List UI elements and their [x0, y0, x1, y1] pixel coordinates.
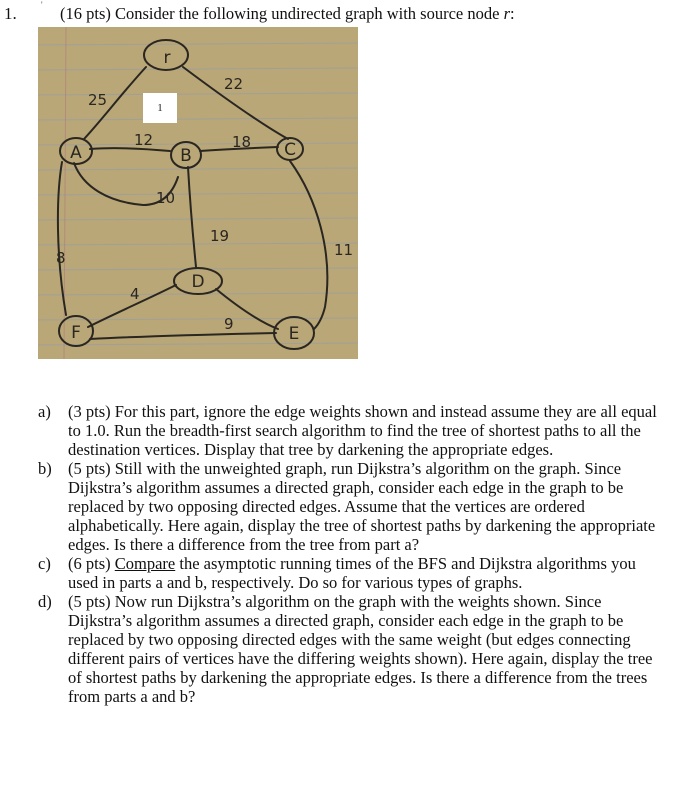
weight-r-c: 22	[224, 75, 244, 93]
part-c-text-2: the asymptotic running times of the BFS and Dijkstra algorithms you used in parts a and b, respectively. Do so for various types of graphs.	[68, 554, 636, 592]
part-b-text: (5 pts) Still with the unweighted graph, run Dijkstra’s algorithm on the graph. Since Dijkstra’s algorithm assumes a directed graph, consider each edge in the graph to be replaced by two opposing directed edges. Assume that the vertices are ordered alphabetically. Here again, display the tree of shortest paths by darkening the appropriate edges. Is there a difference from the tree from part a?	[68, 459, 656, 554]
weight-f-d: 4	[130, 285, 140, 303]
part-d	[38, 592, 668, 706]
node-e: E	[288, 324, 300, 344]
part-c-label: c)	[38, 554, 51, 573]
question-header	[60, 4, 515, 24]
question-colon: :	[510, 4, 515, 23]
question-text: Consider the following undirected graph with source node	[115, 4, 504, 23]
weight-b-d: 19	[210, 227, 230, 245]
tick-mark: '	[41, 0, 43, 10]
part-c-text-1: (6 pts)	[68, 554, 115, 573]
node-d: D	[191, 272, 205, 292]
weight-c-e: 11	[334, 241, 354, 259]
weight-d-e: 9	[224, 315, 234, 333]
edge-a-b	[90, 148, 170, 151]
weight-b-c: 18	[232, 133, 252, 151]
graph-photo	[38, 27, 358, 359]
graph-drawing	[38, 27, 358, 359]
weight-a-b: 12	[134, 131, 154, 149]
part-d-text: (5 pts) Now run Dijkstra’s algorithm on the graph with the weights shown. Since Dijkstra’s algorithm assumes a directed graph, consider each edge in the graph to be replaced by two opposing directed edges with the same weight (but edges connecting different pairs of vertices have the differing weights shown). Here again, display the tree of shortest paths by darkening the appropriate edges. Is there a difference from the trees from parts a and b?	[68, 592, 653, 706]
question-number: 1.	[4, 4, 17, 23]
edge-f-e	[90, 333, 276, 339]
part-b-label: b)	[38, 459, 52, 478]
weight-a-f: 8	[56, 249, 66, 267]
question-points: (16 pts)	[60, 4, 111, 23]
part-a-text: (3 pts) For this part, ignore the edge weights shown and instead assume they are all equal to 1.0. Run the breadth-first search algorithm to find the tree of shortest paths to all the destination vertices. Display that tree by darkening the appropriate edges.	[68, 402, 657, 459]
edge-b-d	[188, 167, 196, 267]
node-c: C	[284, 140, 296, 160]
part-b	[38, 459, 668, 554]
node-f: F	[71, 323, 81, 343]
weight-a-d: 10	[156, 189, 176, 207]
question-parts	[38, 402, 668, 706]
part-a-label: a)	[38, 402, 51, 421]
edge-c-e	[290, 161, 327, 329]
source-variable: r	[503, 4, 510, 23]
sticker-label: 1	[143, 93, 177, 123]
part-c	[38, 554, 668, 592]
node-b: B	[180, 146, 192, 166]
part-d-label: d)	[38, 592, 52, 611]
part-a	[38, 402, 668, 459]
node-r: r	[163, 48, 171, 68]
part-c-compare: Compare	[114, 554, 176, 573]
node-a: A	[70, 143, 82, 163]
weight-r-a: 25	[88, 91, 108, 109]
